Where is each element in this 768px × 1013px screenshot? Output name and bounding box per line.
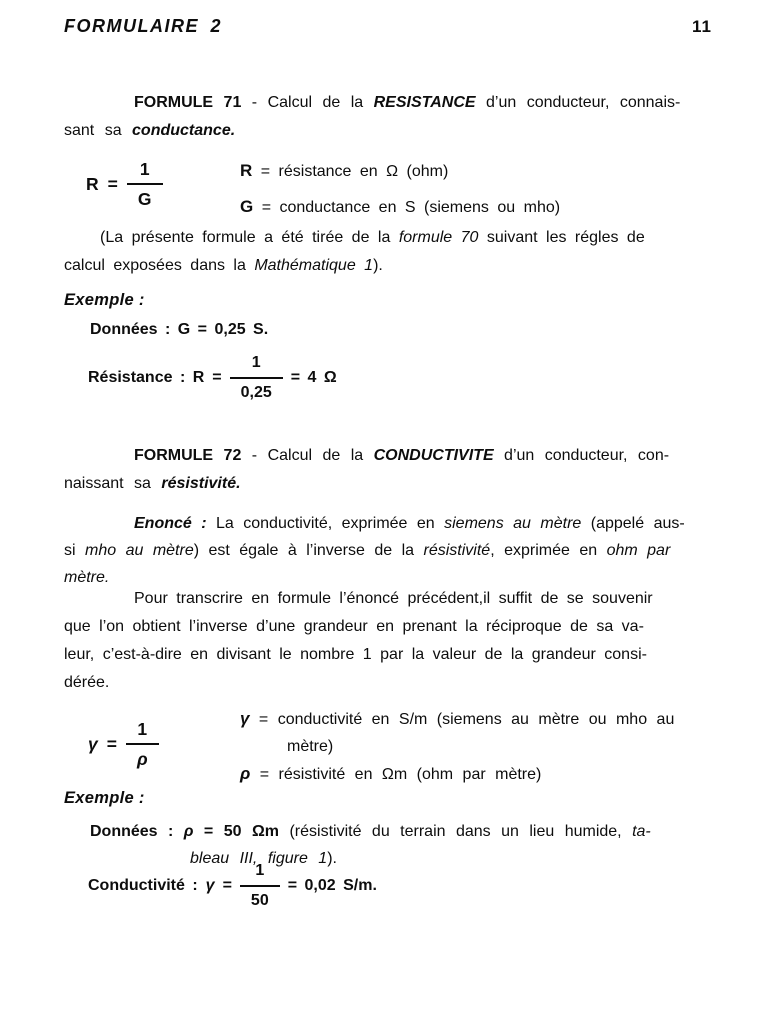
- fraction: [126, 718, 159, 770]
- resistance-result: = 4 Ω: [290, 369, 337, 386]
- conductivity-result: = 0,02 S/m.: [287, 877, 377, 894]
- text-emphasis: Mathématique 1: [254, 257, 374, 274]
- text-segment: , exprimée en: [490, 542, 607, 559]
- text-segment: (La présente formule a été tirée de la: [100, 229, 399, 246]
- text-segment: - Calcul de la: [241, 94, 374, 111]
- text-emphasis: résistivité: [423, 542, 491, 559]
- definition-text: résistivité en Ωm (ohm par mètre): [278, 766, 542, 783]
- formule71-title: FORMULE 71: [134, 94, 242, 111]
- text-segment: suivant les régles de: [478, 229, 645, 246]
- text-segment: Pour transcrire en formule l’énoncé précédent,il suffit de se souvenir: [134, 590, 653, 607]
- formula-72-definitions: [240, 705, 720, 788]
- symbol-R: R: [240, 161, 253, 180]
- definition-rho: [240, 760, 720, 788]
- definition-G: [240, 189, 720, 225]
- formule72-emphasis: CONDUCTIVITE: [373, 447, 494, 464]
- equals-sign: =: [107, 173, 118, 194]
- enonce-paragraph: [64, 510, 708, 591]
- exemple-71-label: Exemple :: [64, 291, 145, 309]
- symbol-G: G: [240, 197, 254, 216]
- formula-72-lhs: γ: [88, 733, 98, 754]
- definition-text: résistance en Ω (ohm): [278, 163, 449, 180]
- equals-sign: =: [260, 163, 271, 180]
- text-emphasis: siemens au mètre: [444, 515, 582, 532]
- text-emphasis: ta-: [632, 823, 651, 840]
- donnees-value: = 50 Ωm: [193, 823, 290, 840]
- definition-R: [240, 153, 720, 189]
- text-emphasis: résistivité.: [161, 475, 241, 492]
- text-emphasis: formule 70: [398, 229, 479, 246]
- equals-sign: =: [261, 199, 272, 216]
- symbol-rho: ρ: [240, 764, 251, 783]
- text-segment: d’un conducteur, con-: [493, 447, 670, 464]
- formula-72-expression: [88, 710, 159, 778]
- text-segment: d’un conducteur, connais-: [475, 94, 681, 111]
- text-segment: ) est égale à l’inverse de la: [193, 542, 424, 559]
- text-segment: - Calcul de la: [241, 447, 374, 464]
- formule71-emphasis: RESISTANCE: [373, 94, 476, 111]
- fraction-denominator: G: [137, 189, 152, 209]
- fraction: [127, 158, 163, 210]
- symbol-rho: ρ: [183, 823, 194, 840]
- fraction-numerator: 1: [127, 158, 163, 185]
- formule72-title: FORMULE 72: [134, 447, 242, 464]
- fraction: [240, 860, 280, 912]
- definition-text: conductance en S (siemens ou mho): [279, 199, 561, 216]
- text-segment: (résistivité du terrain dans un lieu humide,: [289, 823, 633, 840]
- text-segment: ).: [327, 850, 337, 867]
- fraction-numerator: 1: [230, 352, 283, 379]
- symbol-gamma: γ: [240, 709, 250, 728]
- donnees-71: Données : G = 0,25 S.: [90, 321, 269, 338]
- fraction-numerator: 1: [240, 860, 280, 887]
- text-segment: que l’on obtient l’inverse d’une grandeur en prenant la réciproque de sa va-: [64, 618, 644, 635]
- page-header-title: FORMULAIRE 2: [64, 16, 222, 36]
- resistance-label: Résistance : R: [88, 369, 205, 386]
- symbol-gamma: γ: [205, 877, 215, 894]
- page-number: 11: [692, 17, 712, 36]
- equals-sign: =: [222, 877, 232, 894]
- formule71-intro: [64, 89, 708, 145]
- text-emphasis: bleau III, figure 1: [190, 850, 328, 867]
- text-segment: (appelé aus-: [581, 515, 685, 532]
- enonce-label: Enoncé :: [134, 515, 207, 532]
- donnees-label: Données :: [90, 823, 174, 840]
- transcription-paragraph: [64, 585, 708, 697]
- definition-gamma: [240, 705, 720, 760]
- text-emphasis: mho au mètre: [85, 542, 194, 559]
- formula-71-expression: [86, 150, 163, 218]
- fraction: [230, 352, 283, 404]
- text-segment: calcul exposées dans la: [64, 257, 255, 274]
- resistance-calculation: [88, 348, 337, 408]
- text-emphasis: ohm par: [606, 542, 671, 559]
- formula-71-lhs: R: [86, 173, 99, 194]
- definition-text: conductivité en S/m (siemens au mètre ou mho au: [277, 711, 675, 728]
- equals-sign: =: [212, 369, 222, 386]
- text-emphasis: conductance.: [132, 122, 236, 139]
- fraction-numerator: 1: [126, 718, 159, 745]
- text-segment: La conductivité, exprimée en: [206, 515, 445, 532]
- text-emphasis: mètre.: [64, 569, 110, 586]
- exemple-72-label: Exemple :: [64, 789, 145, 807]
- text-segment: ).: [373, 257, 383, 274]
- equals-sign: =: [106, 733, 117, 754]
- fraction-denominator: 50: [250, 892, 269, 909]
- equals-sign: =: [258, 711, 269, 728]
- fraction-denominator: ρ: [136, 749, 148, 769]
- text-segment: leur, c’est-à-dire en divisant le nombre 1 par la valeur de la grandeur consi-: [64, 646, 647, 663]
- formule72-intro: [64, 442, 708, 498]
- definition-text: mètre): [287, 738, 334, 755]
- formula-71-definitions: [240, 153, 720, 225]
- text-segment: dérée.: [64, 674, 110, 691]
- text-segment: sant sa: [64, 122, 133, 139]
- conductivity-label: Conductivité :: [88, 877, 198, 894]
- fraction-denominator: 0,25: [240, 384, 272, 401]
- equals-sign: =: [259, 766, 270, 783]
- text-segment: naissant sa: [64, 475, 162, 492]
- conductivity-calculation: [88, 856, 377, 916]
- formule71-note: [64, 224, 708, 280]
- text-segment: si: [64, 542, 85, 559]
